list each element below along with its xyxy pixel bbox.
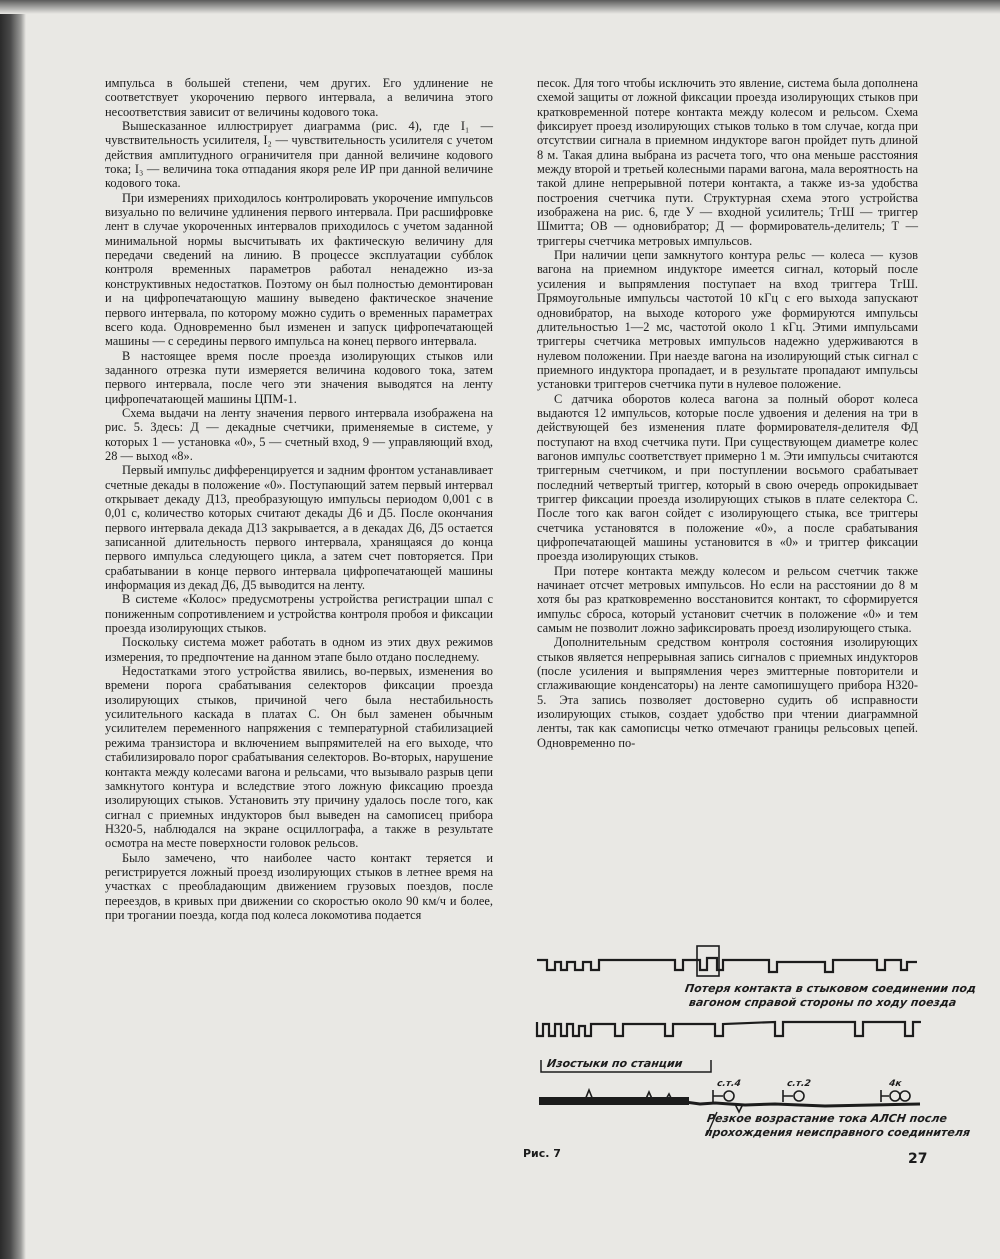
paragraph: песок. Для того чтобы исключить это явление, система была дополнена схемой защиты от ложной фиксации проезда изолирующих стыков при кратковременной потере контакта между колесом и рельсом. Схема фиксирует проезд изолирующих стыков только в том случае, когда при отсутствии сигнала в приемном индукторе вагон пройдет путь длиной 8 м. Такая длина выбрана из расчета того, что она меньше расстояния между второй и третьей колесными парами вагона, мала вероятность на такой длине непрерывной потери контакта, а также из-за удобства построения счетчика пути. Структурная схема этого устройства изображена на рис. 6, где У — входной усилитель; ТгШ — триггер Шмитта; ОВ — одновибратор; Д — формирователь-делитель; Т — триггеры счетчика метровых импульсов. (537, 76, 918, 248)
paragraph: Было замечено, что наиболее часто контакт теряется и регистрируется ложный проезд изолирующих стыков в летнее время на участках с преобладающим движением грузовых поездов, после переездов, в кривых при движении со скоростью около 90 км/ч и более, при трогании поезда, когда под колеса локомотива подается (105, 850, 493, 922)
paragraph: В системе «Колос» предусмотрены устройства регистрации шпал с пониженным сопротивлением и устройства контроля пробоя и фиксации проезда изолирующих стыков. (105, 592, 493, 636)
page-number: 27 (908, 1151, 928, 1167)
caption-contact-loss-line1: Потеря контакта в стыковом соединении под (684, 982, 977, 995)
caption-alsn-line1: Резкое возрастание тока АЛСН после (706, 1112, 948, 1125)
figure-label: Рис. 7 (523, 1147, 561, 1160)
trace-1 (537, 958, 917, 972)
paragraph: Дополнительным средством контроля состояния изолирующих стыков является непрерывная запись сигналов с приемных индукторов (после усиления и выпрямления через эмиттерные повторители и сглаживающие конденсаторы) на ленте самопишущего прибора Н320-5. Эта запись позволяет достоверно судить об исправности изолирующих стыков, создает удобство при чтении диаграммной ленты, так как самописцы четко отмечают границы рельсовых цепей. Одновременно по- (537, 635, 918, 750)
marker-ct4-circle (724, 1091, 734, 1101)
label-ct2: с.т.2 (786, 1079, 812, 1089)
trace-2 (537, 1022, 921, 1036)
paragraph: При наличии цепи замкнутого контура рельс — колеса — кузов вагона на приемном индукторе имеется сигнал, который после усиления и выпрямления поступает на вход триггера ТгШ. Прямоугольные импульсы частотой 10 кГц с его выхода запускают одновибратор, на выходе которого уже формируются импульсы длительностью 1—2 мс, частотой около 1 кГц. Этими импульсами триггеры счетчика метровых импульсов надежно удерживаются в нулевом положении. При наезде вагона на изолирующий стык сигнал с приемного индуктора пропадает, и в результате пропадают импульсы установки триггеров счетчика пути в нулевое положение. (537, 248, 918, 392)
paragraph: В настоящее время после проезда изолирующих стыков или заданного отрезка пути измеряется величина кодового тока, затем первого интервала, после чего эти значения выводятся на ленту цифропечатающей машины ЦПМ-1. (105, 348, 493, 406)
label-ct4: с.т.4 (716, 1079, 742, 1089)
paragraph: Вышесказанное иллюстрирует диаграмма (рис. 4), где I₁ — чувствительность усилителя, I₂ — чувствительность усилителя с учетом действия амплитудного ограничителя при данной величине кодового тока; I₃ — величина тока отпадания якоря реле ИР при данной величине кодового тока. (105, 119, 493, 191)
paragraph: При потере контакта между колесом и рельсом счетчик также начинает отсчет метровых импульсов. Но если на расстоянии до 8 м хотя бы раз кратковременно восстановится контакт, то сформируется импульс сброса, который установит счетчик в положение «0» и тем самым не позволит ложно зафиксировать проезд изолирующего стыка. (537, 563, 918, 636)
marker-ct2-circle (794, 1091, 804, 1101)
label-4k: 4к (888, 1079, 903, 1089)
figure-7 (525, 940, 977, 1145)
label-stations: Изостыки по станции (546, 1057, 684, 1070)
paragraph: С датчика оборотов колеса вагона за полный оборот колеса выдаются 12 импульсов, которые после удвоения и деления на три в действующей без изменения плате формирователя-делителя ФД поступают на вход счетчика пути. При существующем диаметре колес вагонов импульс соответствует примерно 1 м. Эти импульсы считаются триггерным счетчиком, и при поступлении восьмого срабатывает последний четвертый триггер, который в свою очередь опрокидывает триггер фиксации проезда изолирующих стыков в плате селектора С. После того как вагон сойдет с изолирующего стыка, все триггеры счетчика установятся в положение «0», а после срабатывания цифропечатающей машины установится в «0» и триггер фиксации проезда изолирующих стыков. (537, 391, 918, 564)
marker-4k (881, 1090, 889, 1102)
right-text-column (537, 76, 918, 750)
trace-3-band (539, 1097, 689, 1105)
paragraph: импульса в большей степени, чем других. Его удлинение не соответствует укорочению первого интервала, а величина этого несоответствия зависит от величины кодового тока. (105, 76, 493, 119)
marker-4k-circle-a (890, 1091, 900, 1101)
paragraph: При измерениях приходилось контролировать укорочение импульсов визуально по величине удлинения первого интервала. При расшифровке лент в случае укороченных интервалов приходилось с учетом заданной минимальной нормы высчитывать их фактическую величину для передачи сведений на линию. В процессе эксплуатации субблок контроля временных параметров работал ненадежно из-за конструктивных недостатков. Поэтому он был полностью демонтирован и на цифропечатающую машину выведено фактическое значение первого интервала, по которому можно судить о временных параметрах всего кода. Одновременно был изменен и запуск цифропечатающей машины — с середины первого импульса на конец первого интервала. (105, 190, 493, 349)
caption-contact-loss-line2: вагоном справой стороны по ходу поезда (688, 996, 958, 1009)
left-text-column (105, 76, 493, 922)
marker-ct2 (783, 1090, 793, 1102)
paragraph: Недостатками этого устройства явились, во-первых, изменения во времени порога срабатывания селекторов фиксации проезда изолирующих стыков, причиной чего была нестабильность усилительного каскада в платах С. Он был заменен обычным усилителем переменного напряжения с температурной стабилизацией режима транзистора и включением выпрямителей на его выходе, что стабилизировало порог срабатывания селекторов. Во-вторых, нарушение контакта между колесами вагона и рельсами, что вызывало разрыв цепи замкнутого контура и вследствие этого ложную фиксацию проезда изолирующих стыков. Установить эту причину удалось после того, как сигнал с приемных индукторов был выведен на самописец прибора Н320-5, наблюдался на экране осциллографа, а также в результате осмотра на месте поверхности головок рельсов. (105, 664, 493, 851)
caption-alsn-line2: прохождения неисправного соединителя (704, 1126, 971, 1139)
page-binding-edge (0, 0, 26, 1259)
paragraph: Первый импульс дифференцируется и задним фронтом устанавливает счетные декады в положение «0». Поступающий затем первый интервал открывает декаду Д13, преобразующую импульсы периодом 0,001 с в 0,01 с, количество которых считают декады Д6 и Д5. После окончания первого интервала декада Д13 закрывается, а в декадах Д6, Д5 остается записанной длительность первого интервала, хранящаяся до конца первого импульса следующего цикла, а затем счет повторяется. При срабатывании в конце первого интервала цифропечатающей машины информация из декад Д6, Д5 выводится на ленту. (105, 463, 493, 593)
page-top-edge (0, 0, 1000, 14)
marker-4k-circle-b (900, 1091, 910, 1101)
paragraph: Поскольку система может работать в одном из этих двух режимов измерения, то предпочтение на данном этапе было отдано последнему. (105, 635, 493, 664)
paragraph: Схема выдачи на ленту значения первого интервала изображена на рис. 5. Здесь: Д — декадные счетчики, применяемые в системе, у которых 1 — установка «0», 5 — счетный вход, 9 — управляющий вход, 28 — выход «8». (105, 405, 493, 463)
marker-ct4 (713, 1090, 723, 1102)
